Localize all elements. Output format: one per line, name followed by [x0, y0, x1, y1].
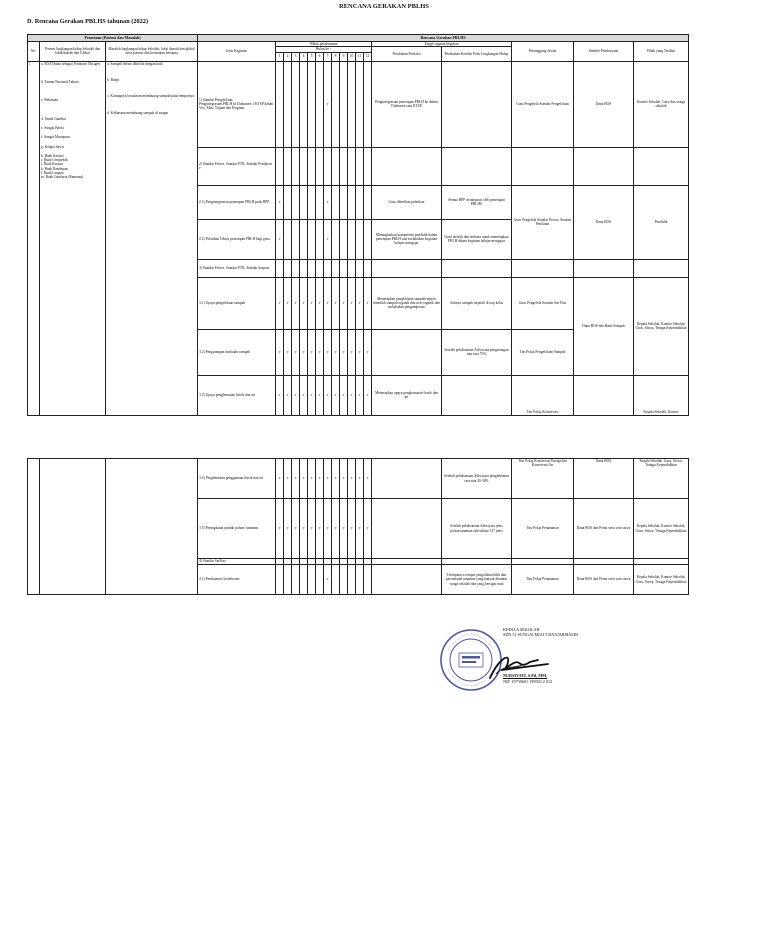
- month-mark: [316, 259, 324, 277]
- sumber-pembiayaan: Dana BOS dan Bank Sampah: [574, 277, 634, 375]
- month-mark: [340, 147, 348, 185]
- perubahan-kondisi: Setelah pelaksanaan Adiwiyata jenis pohon/tanaman ada sekitar 137 jenis: [442, 499, 512, 559]
- potensi-item: e. Sungai Barito: [41, 125, 65, 130]
- month-mark: [332, 61, 340, 147]
- month-mark: [284, 219, 292, 259]
- jenis-kegiatan: 4.1) Pembuatan Greenhouse: [198, 565, 276, 595]
- month-mark: [308, 565, 316, 595]
- group-rencana: Rencana Gerakan PBLHS: [198, 35, 689, 42]
- month-mark: v: [324, 61, 332, 147]
- perubahan-perilaku: [372, 259, 442, 277]
- month-mark: v: [316, 499, 324, 559]
- month-mark: v: [356, 277, 364, 329]
- month-mark: [340, 565, 348, 595]
- month-mark: [276, 565, 284, 595]
- month-mark: [356, 147, 364, 185]
- penanggung-jawab: Guru Pengelola Standar Proses, Standar Penilaian: [512, 185, 574, 259]
- month-mark: [364, 565, 372, 595]
- month-mark: v: [364, 277, 372, 329]
- month-mark: [284, 147, 292, 185]
- month-mark: [348, 219, 356, 259]
- signature-role: KEPALA SEKOLAH: [503, 627, 540, 632]
- month-mark: v: [308, 459, 316, 499]
- sumber-pembiayaan: Dana BOS dan Peran serta orta siswa: [574, 499, 634, 559]
- month-mark: [292, 147, 300, 185]
- perubahan-perilaku: Guru diberikan pelatihan: [372, 185, 442, 219]
- pihak-terlibat: [634, 259, 689, 277]
- month-mark: v: [340, 375, 348, 415]
- table-row: [28, 459, 689, 499]
- potensi-item: f. Sungai Martapura: [41, 135, 70, 140]
- jenis-kegiatan: 3.4) Penghematan penggunaan listrik dan air: [198, 459, 276, 499]
- month-mark: v: [292, 329, 300, 375]
- month-mark: [300, 565, 308, 595]
- potensi-list-cont: [40, 459, 106, 595]
- jenis-kegiatan: 3.2) Pengurangan timbulan sampah: [198, 329, 276, 375]
- potensi-item: d. Tanah Gambut: [41, 116, 66, 121]
- month-mark: v: [292, 459, 300, 499]
- month-mark: v: [292, 499, 300, 559]
- month-header: 4: [300, 52, 308, 61]
- month-mark: [276, 147, 284, 185]
- masalah-item: c. Kurangnya kesadaran membuang sampah pada tempatnya.: [107, 94, 195, 99]
- signature-school: SDN 51 SUNGAI MIAI 5 BANJARMASIN: [503, 632, 579, 637]
- month-mark: v: [292, 375, 300, 415]
- month-mark: v: [348, 459, 356, 499]
- pihak-terlibat: Kepala Sekolah, Guru, Siswa, Tenaga Kependidikan: [634, 459, 689, 499]
- month-mark: v: [340, 459, 348, 499]
- col-masalah: Masalah lingkungan hidup Sekolah, lokal daerah dan global serta potensi dan kerusakan bersama: [106, 42, 198, 62]
- col-waktu: Waktu pelaksanaan: [276, 42, 372, 47]
- month-mark: v: [308, 329, 316, 375]
- month-mark: v: [308, 277, 316, 329]
- potensi-list: [40, 61, 106, 415]
- month-header: 7: [324, 52, 332, 61]
- perubahan-kondisi: [442, 259, 512, 277]
- month-mark: v: [324, 185, 332, 219]
- month-mark: [364, 259, 372, 277]
- month-mark: [340, 185, 348, 219]
- month-mark: v: [276, 459, 284, 499]
- month-mark: v: [356, 375, 364, 415]
- month-mark: v: [356, 499, 364, 559]
- month-mark: [364, 219, 372, 259]
- month-header: 12: [364, 52, 372, 61]
- month-mark: v: [348, 329, 356, 375]
- month-mark: [292, 61, 300, 147]
- penanggung-jawab: Tim Pokja Pengelolaan Sampah: [512, 329, 574, 375]
- month-mark: [316, 61, 324, 147]
- plan-table-page1: [27, 34, 689, 416]
- month-mark: [364, 61, 372, 147]
- penanggung-jawab: Tim Pokja Konservasi Energi dan Konservasi Air: [512, 459, 574, 499]
- month-mark: v: [316, 277, 324, 329]
- perubahan-perilaku: Menerapkan upaya penghematan listrik dan air: [372, 375, 442, 415]
- month-header: 2: [284, 52, 292, 61]
- month-mark: [300, 259, 308, 277]
- month-mark: [292, 259, 300, 277]
- month-mark: v: [276, 375, 284, 415]
- month-mark: v: [300, 375, 308, 415]
- month-mark: [316, 147, 324, 185]
- plan-table-page2: [27, 458, 689, 595]
- month-mark: [356, 219, 364, 259]
- pihak-terlibat: Kepala Sekolah, Komite Sekolah, Guru, Siswa, Tenaga Kependidikan: [634, 277, 689, 375]
- sumber-pembiayaan: [574, 375, 634, 415]
- perubahan-kondisi: Setelah pelaksanaan Adiwiyata penghematan rata-rata 20-30%: [442, 459, 512, 499]
- perubahan-kondisi: [442, 61, 512, 147]
- perubahan-kondisi: Guru terlatih dan terbiasa untuk menerapkan PBLH dalam kegiatan belajar mengajar: [442, 219, 512, 259]
- table-row: [28, 61, 689, 147]
- jenis-kegiatan: 3.5) Peningkatan jumlah pohon/ tanaman: [198, 499, 276, 559]
- month-mark: v: [340, 329, 348, 375]
- month-mark: v: [332, 277, 340, 329]
- month-mark: [332, 147, 340, 185]
- jenis-kegiatan: 4) Standar SarPras: [198, 559, 276, 565]
- potensi-item: b. Taman Nasional Tahura: [41, 79, 79, 84]
- month-mark: v: [300, 277, 308, 329]
- potensi-item: g. Kelapa Sawit: [41, 144, 64, 149]
- col-sumber: Sumber Pembiayaan: [574, 42, 634, 62]
- month-mark: [332, 259, 340, 277]
- month-mark: v: [316, 375, 324, 415]
- month-mark: [300, 61, 308, 147]
- month-mark: v: [324, 277, 332, 329]
- month-mark: [316, 185, 324, 219]
- month-mark: v: [284, 329, 292, 375]
- month-mark: v: [364, 375, 372, 415]
- month-mark: v: [316, 329, 324, 375]
- month-mark: [308, 61, 316, 147]
- month-mark: v: [284, 459, 292, 499]
- month-mark: [284, 185, 292, 219]
- signature-name: NURSIYATI, S.Pd, MM.: [503, 673, 548, 678]
- month-mark: [324, 147, 332, 185]
- jenis-kegiatan: 2.1) Pengintegrasian penerapan PBLH pada RPP.: [198, 185, 276, 219]
- month-mark: [300, 219, 308, 259]
- month-mark: [276, 259, 284, 277]
- perubahan-perilaku: [372, 329, 442, 375]
- month-mark: v: [292, 277, 300, 329]
- month-mark: v: [332, 499, 340, 559]
- month-mark: [364, 147, 372, 185]
- jenis-kegiatan: 2.2) Pelatihan Teknis penerapan PBLH bagi guru.: [198, 219, 276, 259]
- potensi-item: h. Buah Kasturi i. Buah Cempedak j. Buah Kasturi k. Buah Rambutan l. Buah Langsat m. Buah Gandaria (Ramania): [41, 153, 84, 180]
- sumber-pembiayaan: Dana BOS: [574, 185, 634, 259]
- month-mark: v: [324, 459, 332, 499]
- month-mark: v: [324, 219, 332, 259]
- month-mark: [292, 185, 300, 219]
- potensi-item: c. Bekantan: [41, 98, 58, 103]
- month-header: 8: [332, 52, 340, 61]
- month-mark: v: [324, 329, 332, 375]
- month-mark: [284, 565, 292, 595]
- pihak-terlibat: Kepala Sekolah, Komite Sekolah, Guru, Siswa, Tenaga Kependidikan: [634, 499, 689, 559]
- jenis-kegiatan: 3.3) Upaya penghematan listrik dan air: [198, 375, 276, 415]
- jenis-kegiatan: 2) Standar Proses, Standar PTK, Standar Penilaian e: [198, 147, 276, 185]
- col-pihak: Pihak yang Terlibat: [634, 42, 689, 62]
- group-pemetaan: Pemetaan (Potensi dan Masalah): [28, 35, 198, 42]
- month-mark: [308, 219, 316, 259]
- section-subtitle: D. Rencana Gerakan PBLHS tahunan (2022): [27, 18, 149, 25]
- month-mark: [348, 565, 356, 595]
- jenis-kegiatan: 1) Standar Pengelolaan: Pengintegrasian PBLH ke Dokumen 1 KTSP dalam Visi, Misi, Tujuan dan Program.: [198, 61, 276, 147]
- perubahan-perilaku: Meningkatkan kompetensi pendidik dalam penerapan PBLH saat melakukan kegiatan belajar mengajar: [372, 219, 442, 259]
- month-mark: v: [284, 375, 292, 415]
- month-mark: v: [332, 375, 340, 415]
- month-header: 10: [348, 52, 356, 61]
- month-mark: [316, 219, 324, 259]
- month-mark: [324, 259, 332, 277]
- month-mark: v: [308, 375, 316, 415]
- penanggung-jawab: Tim Pokja Konservasi: [512, 375, 574, 415]
- sumber-pembiayaan: Dana BOS: [574, 459, 634, 499]
- month-mark: [316, 565, 324, 595]
- perubahan-perilaku: Menerapkan pengelolaan sampah seperti memilah sampah organik dan non-organik dan melakukan pengomposan: [372, 277, 442, 329]
- month-mark: v: [332, 329, 340, 375]
- month-mark: [284, 61, 292, 147]
- row-number: 1: [28, 61, 40, 415]
- month-mark: [340, 219, 348, 259]
- month-header: 1: [276, 52, 284, 61]
- month-mark: v: [276, 219, 284, 259]
- sumber-pembiayaan: Dana BOS: [574, 61, 634, 147]
- perubahan-kondisi: [442, 147, 512, 185]
- month-mark: v: [300, 459, 308, 499]
- penanggung-jawab: Tim Pokja Penanaman: [512, 499, 574, 559]
- perubahan-kondisi: Setelah pelaksanaan Adiwiyata pengurangan rata-rata 75%: [442, 329, 512, 375]
- month-mark: v: [276, 277, 284, 329]
- month-mark: [340, 259, 348, 277]
- month-mark: v: [276, 185, 284, 219]
- perubahan-perilaku: Pengintegrasian penerapan PBLH ke dalam Dokumen satu KTSP: [372, 61, 442, 147]
- month-mark: [276, 61, 284, 147]
- month-mark: v: [324, 375, 332, 415]
- pihak-terlibat: Kepala Sekolah, Komite: [634, 375, 689, 415]
- penanggung-jawab: [512, 147, 574, 185]
- penanggung-jawab: [512, 259, 574, 277]
- month-mark: [340, 61, 348, 147]
- month-mark: [292, 565, 300, 595]
- month-mark: [348, 147, 356, 185]
- document-title: RENCANA GERAKAN PBLHS: [339, 3, 429, 10]
- month-mark: [292, 219, 300, 259]
- col-kondisi: Perubahan Kondisi Fisik Lingkungan Hidup: [442, 47, 512, 61]
- month-mark: [308, 185, 316, 219]
- col-jenis: Jenis Kegiatan: [198, 42, 276, 62]
- month-mark: v: [276, 329, 284, 375]
- month-mark: [308, 259, 316, 277]
- col-no: No.: [28, 42, 40, 62]
- masalah-item: d. Kebiasaan membuang sampah di sungai: [107, 110, 169, 115]
- month-mark: v: [332, 459, 340, 499]
- month-mark: [356, 61, 364, 147]
- pihak-terlibat: Komite Sekolah, Guru dan warga sekolah: [634, 61, 689, 147]
- sumber-pembiayaan: Dana BOS dan Peran serta orta siswa: [574, 565, 634, 595]
- month-mark: v: [324, 565, 332, 595]
- masalah-item: a. Sampah belum dikelola dengan baik: [107, 61, 163, 66]
- month-mark: [356, 565, 364, 595]
- month-mark: [356, 185, 364, 219]
- month-mark: [348, 185, 356, 219]
- month-mark: [348, 259, 356, 277]
- col-perilaku: Perubahan Perilaku: [372, 47, 442, 61]
- col-pj: Penanggung Jawab: [512, 42, 574, 62]
- row-number-cont: [28, 459, 40, 595]
- masalah-list: [106, 61, 198, 415]
- masalah-list-cont: [106, 459, 198, 595]
- pihak-terlibat: Kepala Sekolah, Komite Sekolah, Guru, Siswa, Tenaga Kependidikan: [634, 565, 689, 595]
- perubahan-kondisi: Terdapatnya tempat pengolahan bibit dan persemaian tanaman yang banyak ditanam warga sekolah dan yang bersipat mati: [442, 565, 512, 595]
- month-mark: v: [348, 499, 356, 559]
- month-mark: v: [284, 277, 292, 329]
- month-header: 3: [292, 52, 300, 61]
- perubahan-perilaku: [372, 459, 442, 499]
- signature-nip: NIP. 19730601 199503 2 012: [503, 679, 553, 684]
- perubahan-kondisi: [442, 375, 512, 415]
- perubahan-perilaku: [372, 499, 442, 559]
- penanggung-jawab: Tim Pokja Penanaman: [512, 565, 574, 595]
- month-mark: v: [348, 375, 356, 415]
- month-mark: v: [308, 499, 316, 559]
- perubahan-kondisi: Semua RPP terintegrasi oleh penerapan PBLHS: [442, 185, 512, 219]
- perubahan-perilaku: [372, 147, 442, 185]
- month-header: 5: [308, 52, 316, 61]
- month-mark: [300, 147, 308, 185]
- month-mark: v: [316, 459, 324, 499]
- month-mark: v: [348, 277, 356, 329]
- month-mark: v: [340, 277, 348, 329]
- month-mark: [300, 185, 308, 219]
- month-mark: [356, 259, 364, 277]
- month-mark: [332, 219, 340, 259]
- col-potensi: Potensi lingkungan hidup Sekolah dan lokal/daerah dan Global: [40, 42, 106, 62]
- masalah-item: b. Banjir: [107, 77, 120, 82]
- month-mark: v: [300, 329, 308, 375]
- month-mark: v: [324, 499, 332, 559]
- potensi-item: a. SDA Hutan sebagai Produsen Oksigen: [41, 61, 100, 66]
- sumber-pembiayaan: [574, 147, 634, 185]
- month-mark: v: [340, 499, 348, 559]
- penanggung-jawab: Guru Pengelola Standar Pengelolaan: [512, 61, 574, 147]
- month-mark: v: [276, 499, 284, 559]
- jenis-kegiatan: 3) Standar Proses, Standar PTK, Standar Sarpras:: [198, 259, 276, 277]
- col-target: Target capaian kegiatan: [372, 42, 512, 47]
- month-mark: v: [300, 499, 308, 559]
- month-mark: v: [364, 459, 372, 499]
- month-header: 11: [356, 52, 364, 61]
- penanggung-jawab: Guru Pengelola Standar Sar-Pras: [512, 277, 574, 329]
- perubahan-kondisi: Adanya sampah terpilah di tiap kelas: [442, 277, 512, 329]
- pihak-terlibat: [634, 147, 689, 185]
- jenis-kegiatan: 3.1) Upaya pengelolaan sampah: [198, 277, 276, 329]
- month-mark: v: [356, 329, 364, 375]
- month-mark: [348, 61, 356, 147]
- month-mark: v: [356, 459, 364, 499]
- pihak-terlibat: Pendidik: [634, 185, 689, 259]
- month-mark: [364, 185, 372, 219]
- month-header: 6: [316, 52, 324, 61]
- perubahan-perilaku: [372, 565, 442, 595]
- month-mark: [308, 147, 316, 185]
- month-mark: [284, 259, 292, 277]
- sumber-pembiayaan: [574, 259, 634, 277]
- month-mark: v: [284, 499, 292, 559]
- month-mark: v: [364, 499, 372, 559]
- month-mark: [332, 565, 340, 595]
- month-mark: v: [364, 329, 372, 375]
- month-header: 9: [340, 52, 348, 61]
- col-bulan: Bulan ke -: [276, 47, 372, 52]
- month-mark: [332, 185, 340, 219]
